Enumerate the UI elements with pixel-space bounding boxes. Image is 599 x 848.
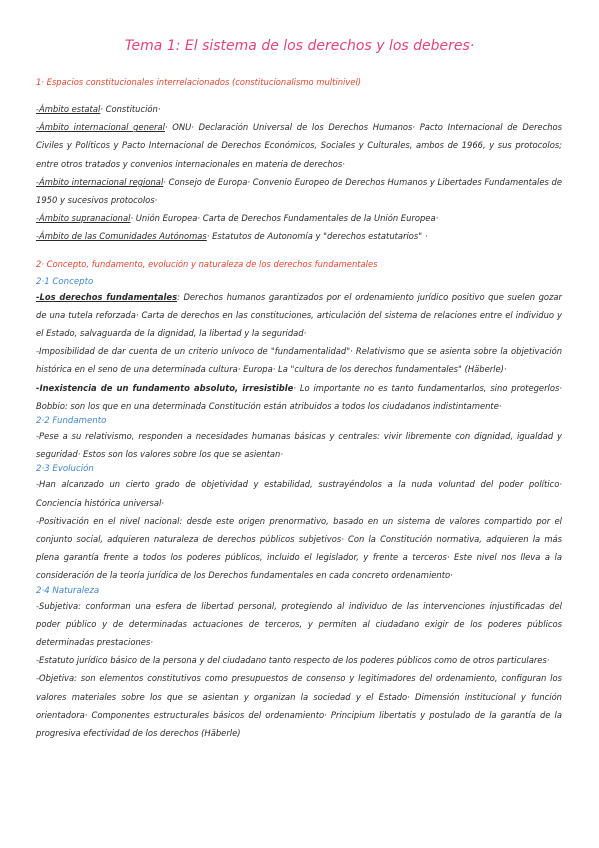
document-body (36, 76, 562, 742)
section-2-heading: 2· Concepto, fundamento, evolución y naturaleza de los derechos fundamentales (36, 258, 378, 269)
subsection-naturaleza-heading: 2·4 Naturaleza (36, 585, 100, 596)
list-item: -Ámbito de las Comunidades Autónomas· Estatutos de Autonomía y "derechos estatutarios" · (36, 231, 428, 242)
list-item: -Ámbito supranacional· Unión Europea· Carta de Derechos Fundamentales de la Unión Europea· (36, 213, 439, 224)
list-item: -Ámbito internacional general· ONU· Declaración Universal de los Derechos Humanos· Pacto Internacional de Derechos Civiles y Políticos y Pacto Internacional de Derechos Económicos, Sociales y Culturales, ambos de 1966, y sus protocolos; entre otros tratados y convenios internacionales en materia de derechos· (36, 122, 562, 169)
paragraph: -Positivación en el nivel nacional: desde este origen prenormativo, basado en un sistema de valores compartido por el conjunto social, adquieren naturaleza de derechos públicos subjetivos· Con la Constitución normativa, adquieren la más plena garantía frente a todos los poderes públicos, incluido el legislador, y frente a terceros· Este nivel nos lleva a la consideración de la teoría jurídica de los Derechos fundamentales en cada concreto ordenamiento· (36, 515, 562, 581)
paragraph: -Han alcanzado un cierto grado de objetividad y estabilidad, sustrayéndolos a la nuda voluntad del poder político· Conciencia histórica universal· (36, 479, 562, 508)
list-item: -Ámbito internacional regional· Consejo de Europa· Convenio Europeo de Derechos Humanos y Libertades Fundamentales de 1950 y sucesivos protocolos· (36, 176, 562, 206)
paragraph: -Subjetiva: conforman una esfera de libertad personal, protegiendo al individuo de las intervenciones injustificadas del poder público y de determinadas actuaciones de terceros, y permiten al ciudadano exigir de los poderes públicos determinadas prestaciones· (36, 600, 562, 648)
list-item: -Ámbito estatal· Constitución· (36, 104, 161, 114)
paragraph: -Imposibilidad de dar cuenta de un criterio unívoco de "fundamentalidad"· Relativismo que se asienta sobre la objetivación histórica en el seno de una determinada cultura· Europa· La "cultura de los derechos fundamentales" (Häberle)· (36, 346, 562, 375)
paragraph: -Inexistencia de un fundamento absoluto, irresistible· Lo importante no es tanto fundamentarlos, sino protegerlos· Bobbio: son los que en una determinada Constitución están atribuidos a todos los ciudadanos indistintamente· (36, 382, 563, 411)
subsection-evolucion-heading: 2·3 Evolución (36, 464, 94, 475)
section-1-heading: 1· Espacios constitucionales interrelacionados (constitucionalismo multinivel) (36, 77, 362, 87)
paragraph: -Objetiva: son elementos constitutivos como presupuestos de consenso y legitimadores del ordenamiento, configuran los valores materiales sobre los que se asientan y organizan la sociedad y el Estado· Dimensión institucional y función orientadora· Componentes estructurales básicos del ordenamiento· Principium libertatis y postulado de la garantía de la progresiva efectividad de los derechos (Häberle) (36, 673, 562, 739)
page-title: Tema 1: El sistema de los derechos y los deberes· (124, 38, 475, 54)
subsection-fundamento-heading: 2·2 Fundamento (36, 416, 107, 427)
paragraph: -Pese a su relativismo, responden a necesidades humanas básicas y centrales: vivir libremente con dignidad, igualdad y seguridad· Estos son los valores sobre los que se asientan· (36, 431, 562, 460)
paragraph: -Los derechos fundamentales: Derechos humanos garantizados por el ordenamiento jurídico positivo que suelen gozar de una tutela reforzada· Carta de derechos en las constituciones, articulación del sistema de relaciones entre el individuo y el Estado, salvaguarda de la dignidad, la libertad y la seguridad· (36, 291, 562, 339)
paragraph: -Estatuto jurídico básico de la persona y del ciudadano tanto respecto de los poderes públicos como de otros particulares· (36, 655, 550, 666)
subsection-concepto-heading: 2·1 Concepto (36, 276, 94, 287)
